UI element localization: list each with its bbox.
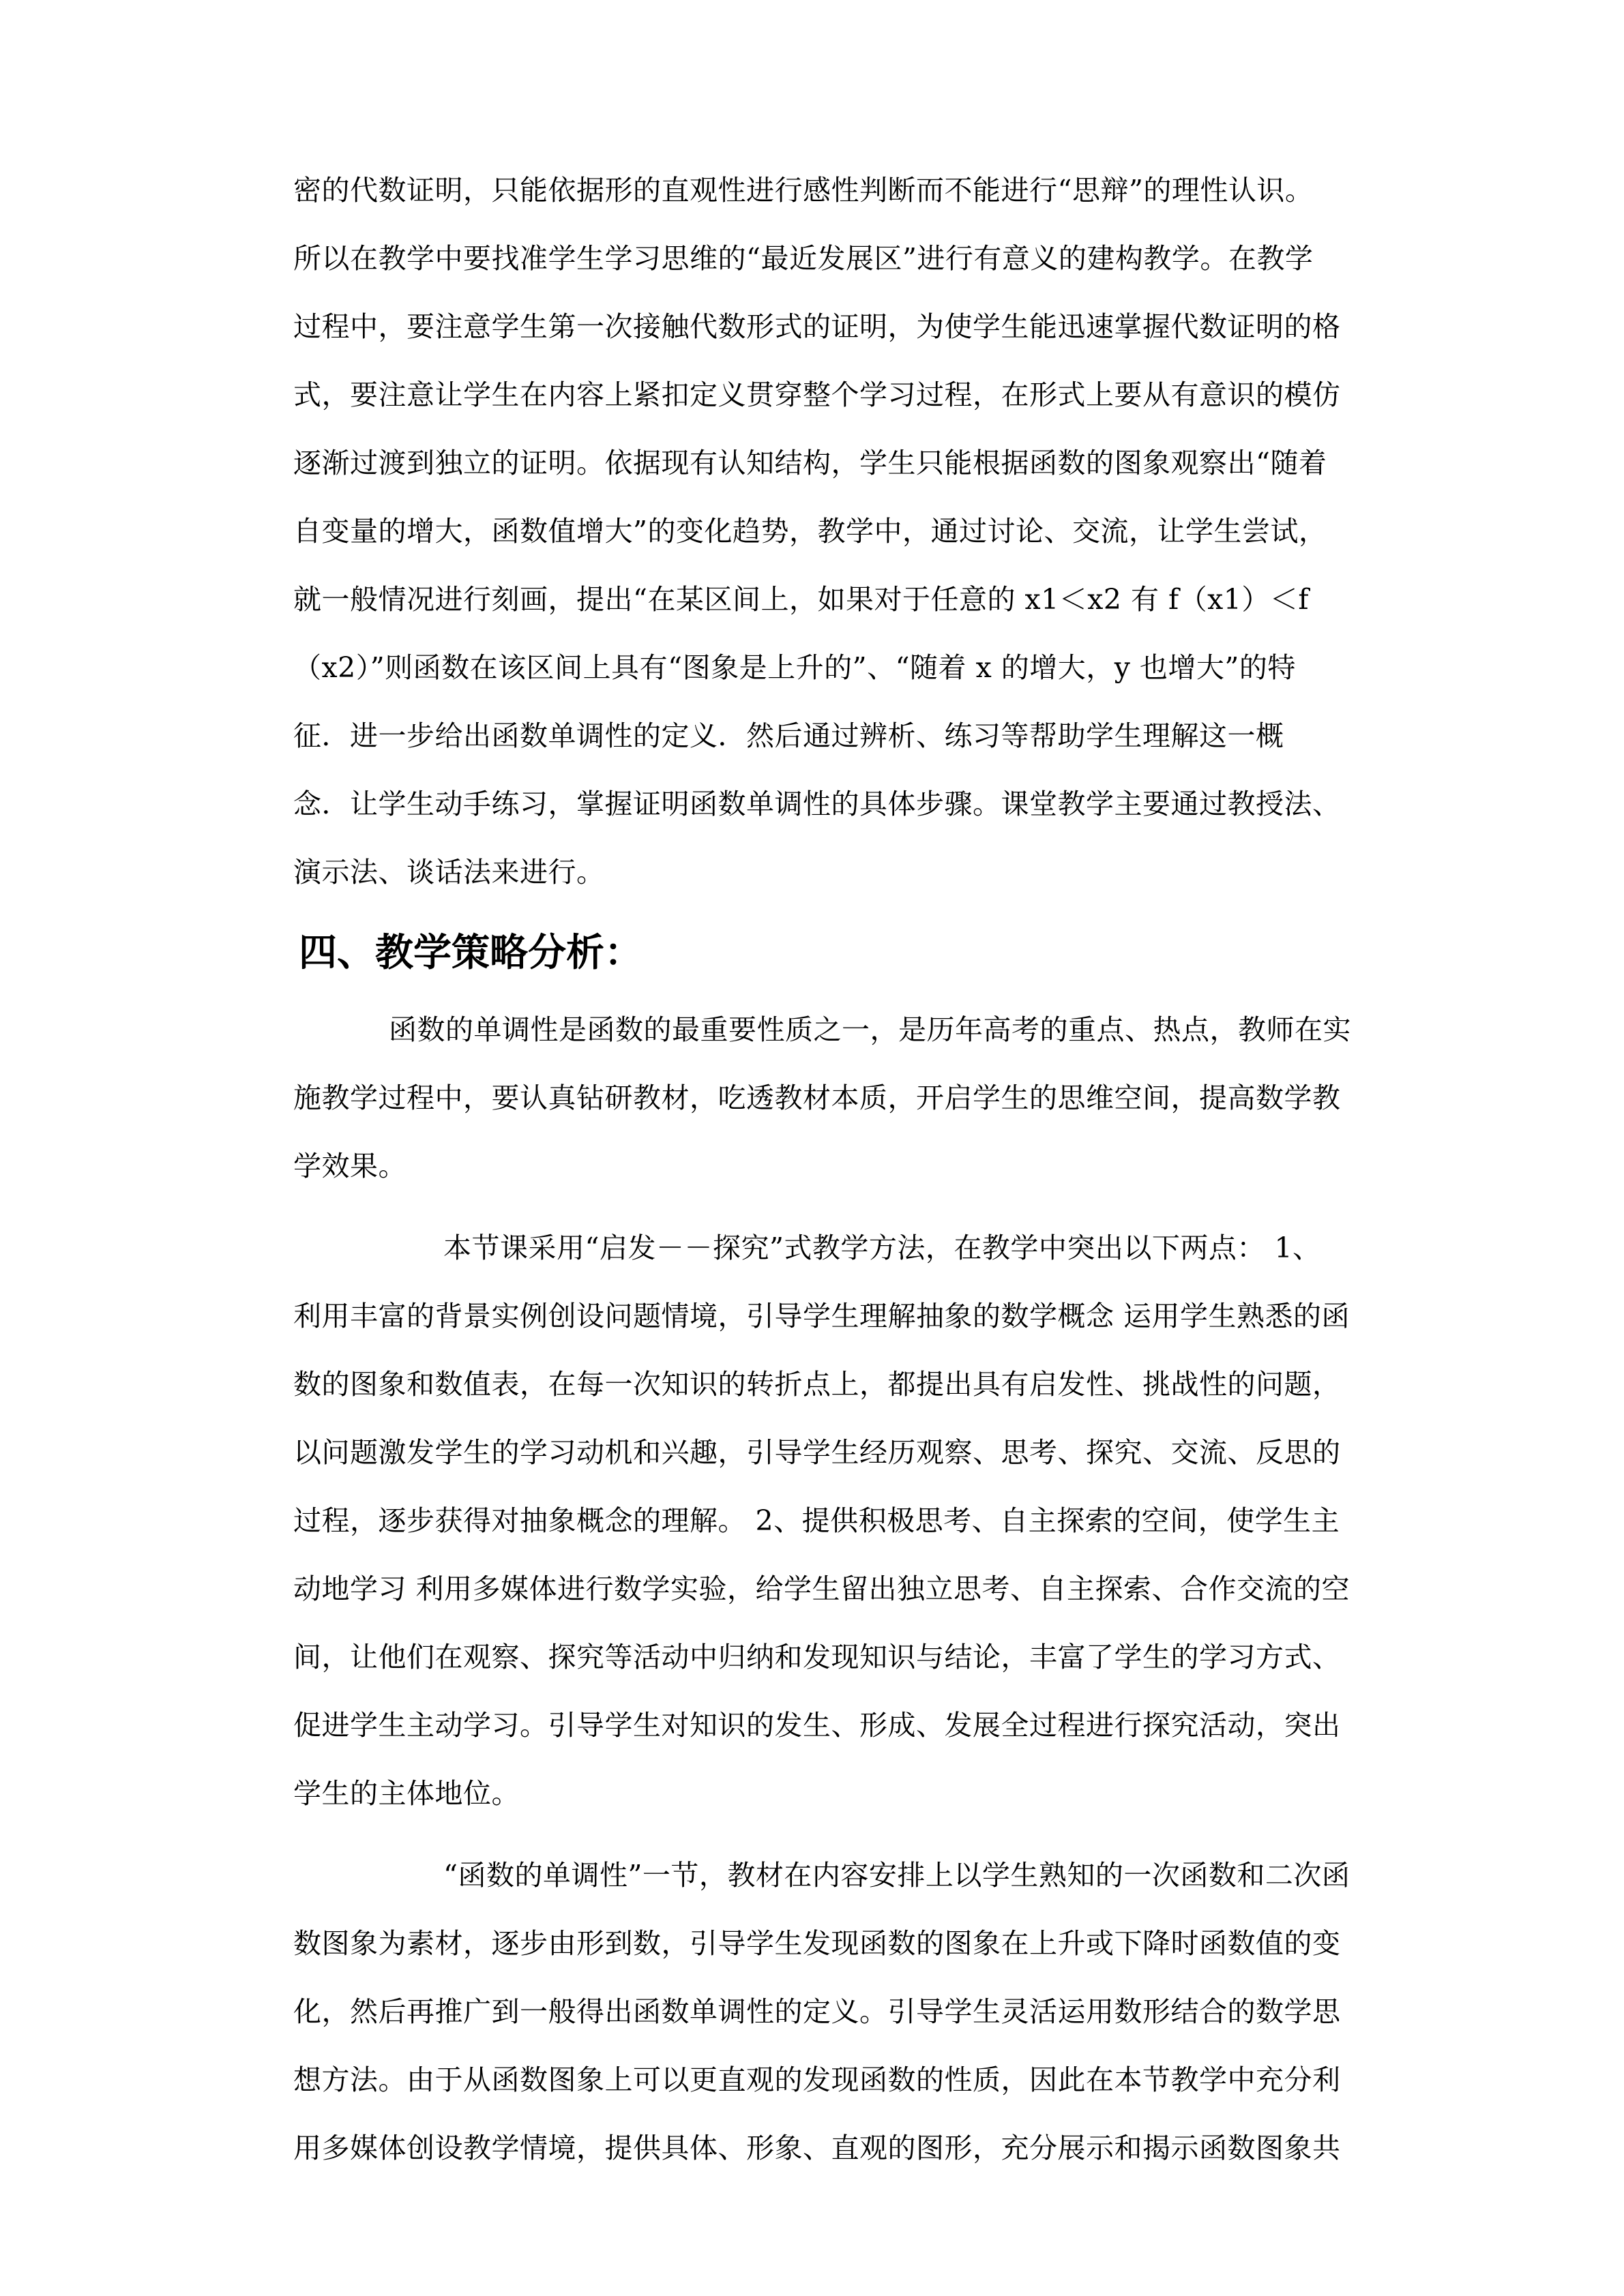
text-line: 演示法、谈话法来进行。 <box>293 856 605 889</box>
text-line: “函数的单调性”一节，教材在内容安排上以学生熟知的一次函数和二次函 <box>443 1859 1350 1892</box>
text-line: 化，然后再推广到一般得出函数单调性的定义。引导学生灵活运用数形结合的数学思 <box>293 1995 1341 2028</box>
text-line: 数图象为素材，逐步由形到数，引导学生发现函数的图象在上升或下降时函数值的变 <box>293 1927 1341 1960</box>
text-line: 动地学习 利用多媒体进行数学实验，给学生留出独立思考、自主探索、合作交流的空 <box>293 1572 1350 1605</box>
text-line: 式，要注意让学生在内容上紧扣定义贯穿整个学习过程，在形式上要从有意识的模仿 <box>293 378 1341 411</box>
text-line: 密的代数证明，只能依据形的直观性进行感性判断而不能进行“思辩”的理性认识。 <box>293 174 1314 207</box>
text-line: （x2）”则函数在该区间上具有“图象是上升的”、“随着 x 的增大，y 也增大”的特 <box>293 651 1296 684</box>
text-line: 逐渐过渡到独立的证明。依据现有认知结构，学生只能根据函数的图象观察出“随着 <box>293 447 1327 479</box>
text-line: 所以在教学中要找准学生学习思维的“最近发展区”进行有意义的建构教学。在教学 <box>293 242 1314 275</box>
text-line: 就一般情况进行刻画，提出“在某区间上，如果对于任意的 x1＜x2 有 f（x1）＜f <box>293 583 1310 616</box>
text-line: 学效果。 <box>293 1150 407 1182</box>
text-line: 函数的单调性是函数的最重要性质之一，是历年高考的重点、热点，教师在实 <box>389 1013 1351 1046</box>
text-line: 数的图象和数值表，在每一次知识的转折点上，都提出具有启发性、挑战性的问题， <box>293 1368 1341 1401</box>
text-line: 促进学生主动学习。引导学生对知识的发生、形成、发展全过程进行探究活动，突出 <box>293 1709 1341 1742</box>
text-line: 念．让学生动手练习，掌握证明函数单调性的具体步骤。课堂教学主要通过教授法、 <box>293 788 1341 820</box>
text-line: 本节课采用“启发－－探究”式教学方法，在教学中突出以下两点： 1、 <box>443 1232 1321 1264</box>
text-line: 自变量的增大，函数值增大”的变化趋势，教学中，通过讨论、交流，让学生尝试， <box>293 515 1327 548</box>
text-line: 施教学过程中，要认真钻研教材，吃透教材本质，开启学生的思维空间，提高数学教 <box>293 1082 1341 1114</box>
text-line: 过程中，要注意学生第一次接触代数形式的证明，为使学生能迅速掌握代数证明的格 <box>293 310 1341 343</box>
text-line: 以问题激发学生的学习动机和兴趣，引导学生经历观察、思考、探究、交流、反思的 <box>293 1436 1341 1469</box>
text-line: 用多媒体创设教学情境，提供具体、形象、直观的图形，充分展示和揭示函数图象共 <box>293 2132 1341 2164</box>
text-line: 想方法。由于从函数图象上可以更直观的发现函数的性质，因此在本节教学中充分利 <box>293 2063 1341 2096</box>
text-line: 过程，逐步获得对抽象概念的理解。 2、提供积极思考、自主探索的空间，使学生主 <box>293 1504 1340 1537</box>
text-line: 间，让他们在观察、探究等活动中归纳和发现知识与结论，丰富了学生的学习方式、 <box>293 1641 1341 1673</box>
text-line: 利用丰富的背景实例创设问题情境，引导学生理解抽象的数学概念 运用学生熟悉的函 <box>293 1300 1350 1332</box>
text-line: 学生的主体地位。 <box>293 1777 520 1810</box>
section-heading: 四、教学策略分析： <box>299 931 643 975</box>
text-line: 征．进一步给出函数单调性的定义．然后通过辨析、练习等帮助学生理解这一概 <box>293 719 1284 752</box>
